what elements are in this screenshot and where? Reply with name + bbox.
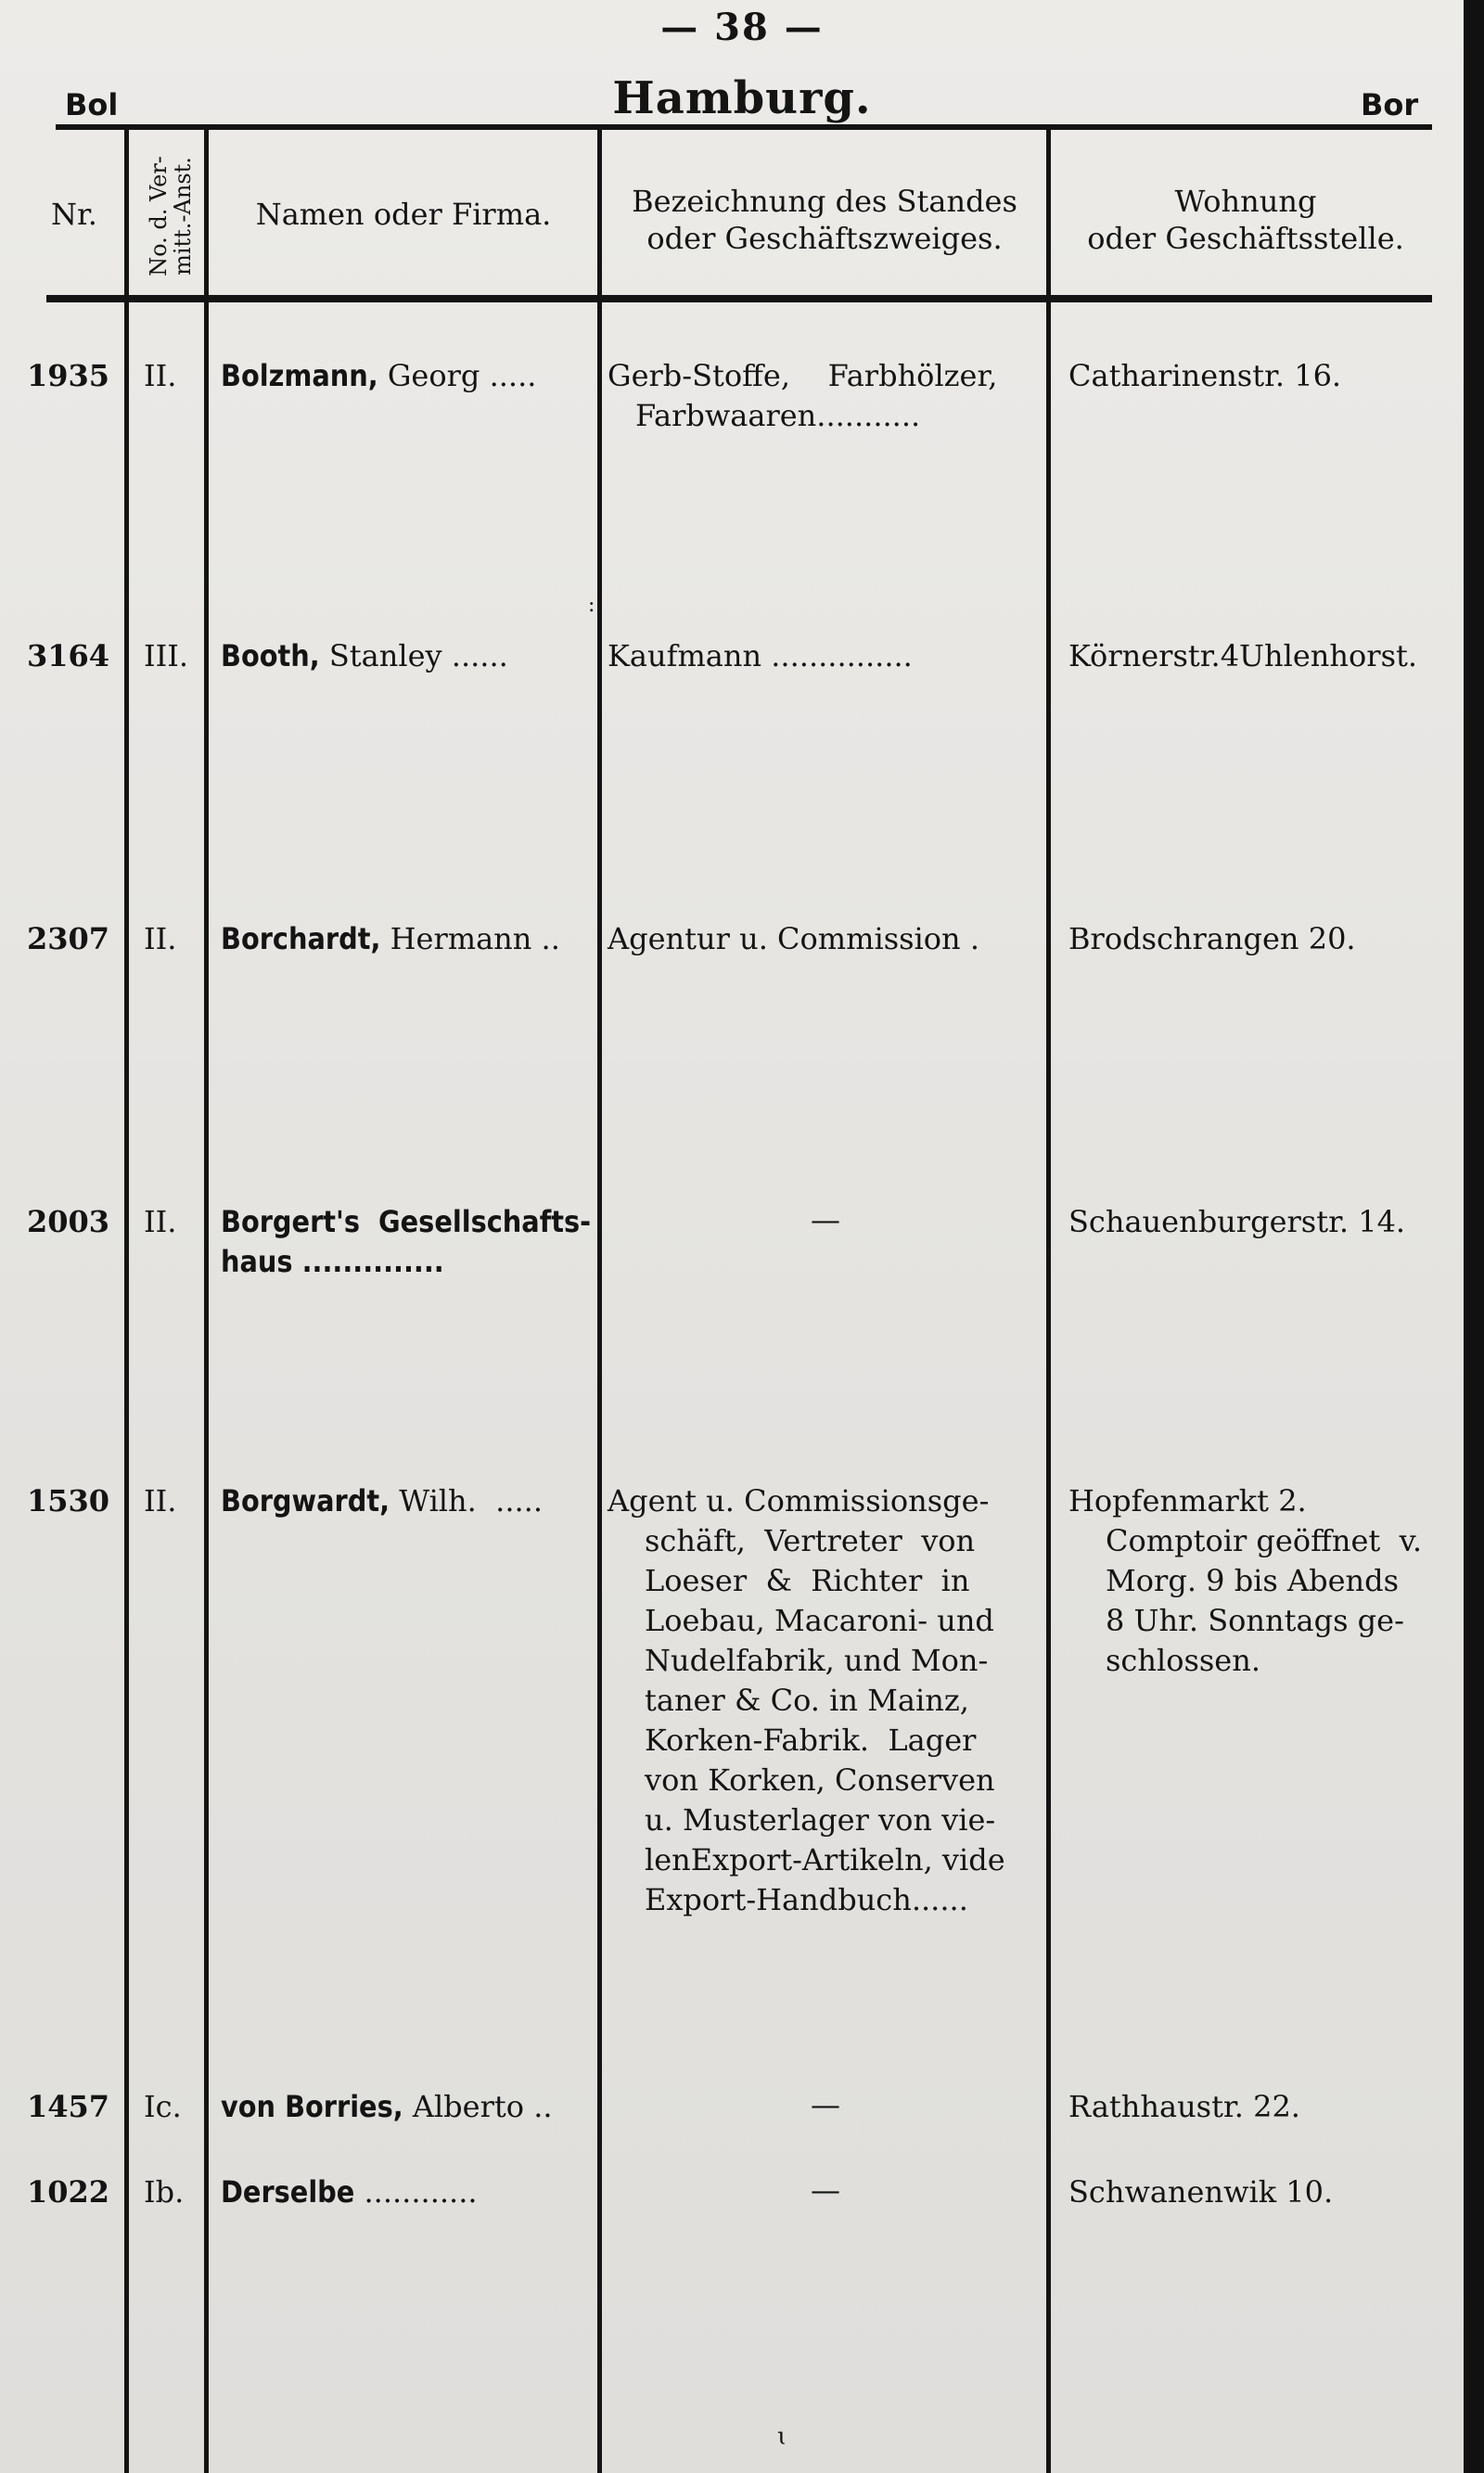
entry-address: Schwanenwik 10. xyxy=(1068,2174,1334,2210)
entry-given-name: Alberto .. xyxy=(403,2089,553,2124)
entry-name xyxy=(221,919,560,959)
header-rule xyxy=(46,295,1432,302)
entry-business-line: Farbwaaren........... xyxy=(635,398,921,433)
entry-agency: II. xyxy=(144,358,177,393)
entry-business-dash: — xyxy=(811,2087,840,2122)
entry-address: Schauenburgerstr. 14. xyxy=(1068,1204,1406,1239)
entry-agency: II. xyxy=(144,1483,177,1518)
entry-address-line: Morg. 9 bis Abends xyxy=(1106,1563,1400,1598)
page-title: Hamburg. xyxy=(612,72,872,124)
header-agency-label: No. d. Ver- mitt.-Anst. xyxy=(146,156,196,276)
entry-agency: Ic. xyxy=(144,2089,182,2124)
entry-business xyxy=(608,636,1034,676)
entry-name xyxy=(221,356,536,396)
entry-business-line: Agent u. Commissionsge- xyxy=(608,1483,990,1518)
entry-name-prefix: von xyxy=(221,2089,286,2124)
entry-address-line: 8 Uhr. Sonntags ge- xyxy=(1106,1603,1404,1638)
entry-business-line: Korken-Fabrik. Lager xyxy=(645,1723,977,1758)
entry-business xyxy=(608,356,1034,436)
entry-business-line: Loeser & Richter in xyxy=(645,1563,970,1598)
header-business-2: oder Geschäftszweiges. xyxy=(646,221,1003,256)
print-fleck: ɩ xyxy=(777,2423,787,2451)
entry-surname: Borries, xyxy=(285,2089,403,2124)
entry-name xyxy=(221,636,508,676)
entry-address: Körnerstr.4Uhlenhorst. xyxy=(1068,638,1418,673)
header-address-1: Wohnung xyxy=(1174,184,1317,219)
entry-agency: III. xyxy=(144,638,189,673)
entry-business-line: von Korken, Conserven xyxy=(645,1762,995,1798)
entry-number: 3164 xyxy=(26,638,109,673)
entry-address-line: Comptoir geöffnet v. xyxy=(1106,1523,1423,1558)
entry-surname: Derselbe xyxy=(221,2174,355,2210)
entry-name xyxy=(221,2172,478,2212)
entry-address: Catharinenstr. 16. xyxy=(1068,358,1342,393)
entry-number: 2307 xyxy=(26,921,109,956)
entry-name-line2: haus .............. xyxy=(221,1244,444,1279)
entry-address-line: schlossen. xyxy=(1106,1643,1261,1678)
header-nr: Nr. xyxy=(51,197,97,232)
entry-number: 1935 xyxy=(26,358,109,393)
entry-business-line: lenExport-Artikeln, vide xyxy=(645,1842,1005,1877)
entry-surname: Borgwardt, xyxy=(221,1483,390,1518)
entry-address xyxy=(1068,1481,1435,1681)
entry-business-line: u. Musterlager von vie- xyxy=(645,1802,996,1838)
entry-business-line: Gerb-Stoffe, Farbhölzer, xyxy=(608,358,998,393)
entry-business-line: taner & Co. in Mainz, xyxy=(645,1683,969,1718)
page-number: — 38 — xyxy=(660,6,824,49)
entry-business-line: Agentur u. Commission . xyxy=(608,921,979,956)
entry-agency: Ib. xyxy=(144,2174,185,2210)
print-fleck: : xyxy=(588,594,595,617)
entry-surname: Booth, xyxy=(221,638,320,673)
entry-number: 2003 xyxy=(26,1204,109,1239)
entry-name xyxy=(221,1202,591,1242)
entry-business-line: Export-Handbuch...... xyxy=(645,1882,968,1917)
entry-address-line: Hopfenmarkt 2. xyxy=(1068,1483,1307,1518)
column-rule-1 xyxy=(124,130,129,2473)
page-edge xyxy=(1464,0,1484,2473)
entry-business xyxy=(608,1481,1034,1920)
entry-agency: II. xyxy=(144,1204,177,1239)
header-business-1: Bezeichnung des Standes xyxy=(632,184,1017,219)
top-rule xyxy=(56,124,1432,130)
entry-surname: Borchardt, xyxy=(221,921,381,956)
entry-given-name: Hermann .. xyxy=(380,921,560,956)
running-head-right: Bor xyxy=(1361,87,1419,122)
header-address-2: oder Geschäftsstelle. xyxy=(1087,221,1404,256)
entry-address: Brodschrangen 20. xyxy=(1068,921,1356,956)
entry-business-line: Kaufmann ............... xyxy=(608,638,913,673)
entry-given-name: Stanley ...... xyxy=(319,638,508,673)
header-name: Namen oder Firma. xyxy=(255,197,552,232)
entry-business-dash: — xyxy=(811,1202,840,1237)
entry-address: Rathhaustr. 22. xyxy=(1068,2089,1300,2124)
entry-number: 1022 xyxy=(26,2174,109,2210)
entry-business xyxy=(608,919,1034,959)
entry-business-dash: — xyxy=(811,2172,840,2208)
entry-surname: Borgert's Gesellschafts- xyxy=(221,1204,592,1239)
entry-name-continued xyxy=(221,1242,444,1282)
entry-surname: Bolzmann, xyxy=(221,358,378,393)
entry-name xyxy=(221,2087,553,2127)
header-agency xyxy=(142,139,199,293)
entry-number: 1457 xyxy=(26,2089,109,2124)
entry-business-line: schäft, Vertreter von xyxy=(645,1523,976,1558)
entry-given-name: Georg ..... xyxy=(377,358,537,393)
entry-given-name: ............ xyxy=(354,2174,478,2210)
entry-agency: II. xyxy=(144,921,177,956)
entry-business-line: Loebau, Macaroni- und xyxy=(645,1603,994,1638)
running-head-left: Bol xyxy=(65,87,119,122)
entry-given-name: Wilh. ..... xyxy=(390,1483,544,1518)
entry-business-line: Nudelfabrik, und Mon- xyxy=(645,1643,989,1678)
entry-name xyxy=(221,1481,543,1521)
entry-number: 1530 xyxy=(26,1483,109,1518)
